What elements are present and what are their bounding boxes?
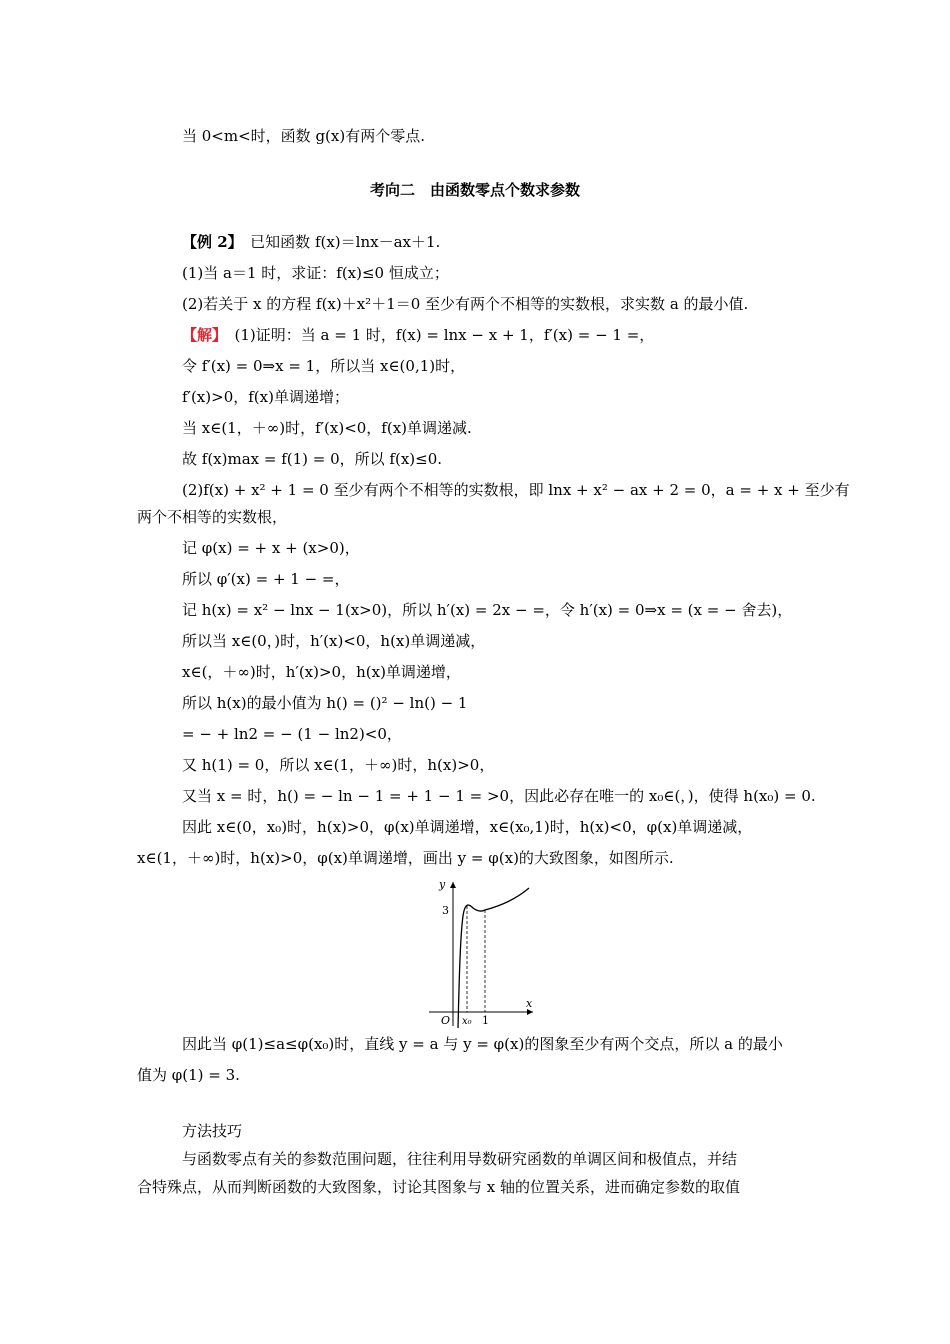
- origin-label: O: [441, 1014, 451, 1027]
- text-line: 记 φ(x) = + x + (x>0)，: [182, 539, 360, 557]
- text-line: 又当 x = 时，h() = − ln − 1 = + 1 − 1 = >0，因此必存在唯一的 x₀∈(，)，使得 h(x₀) = 0.: [182, 787, 816, 805]
- text-line: 记 h(x) = x² − lnx − 1(x>0)，所以 h′(x) = 2x − =，令 h′(x) = 0⇒x = (x = − 舍去)，: [182, 601, 793, 619]
- method-heading: 方法技巧: [182, 1122, 243, 1140]
- text-line: 当 0<m<时，函数 g(x)有两个零点.: [182, 127, 425, 145]
- section-title: 考向二 由函数零点个数求参数: [369, 181, 580, 199]
- text-line: f′(x)>0，f(x)单调递增；: [182, 388, 349, 406]
- text-line: x∈(1，＋∞)时，h(x)>0，φ(x)单调递增，画出 y = φ(x)的大致图象，如图所示.: [137, 849, 674, 867]
- text-line: 当 x∈(1，＋∞)时，f′(x)<0，f(x)单调递减.: [182, 419, 472, 437]
- solution-tag: 【解】: [182, 326, 220, 344]
- text-line: 所以当 x∈(0，)时，h′(x)<0，h(x)单调递减，: [182, 632, 486, 650]
- y-axis-label: y: [439, 878, 446, 891]
- example-line: [182, 232, 440, 252]
- text-line: 令 f′(x) = 0⇒x = 1，所以当 x∈(0,1)时，: [182, 357, 466, 375]
- text-line: 因此当 φ(1)≤a≤φ(x₀)时，直线 y = a 与 y = φ(x)的图象至少有两个交点，所以 a 的最小: [182, 1035, 783, 1053]
- solution-text: (1)证明：当 a = 1 时，f(x) = lnx − x + 1，f′(x) = − 1 =，: [219, 326, 655, 344]
- text-line: 值为 φ(1) = 3.: [137, 1066, 240, 1084]
- x0-label: x₀: [462, 1016, 472, 1027]
- text-line: 又 h(1) = 0，所以 x∈(1，＋∞)时，h(x)>0，: [182, 756, 495, 774]
- text-line: 所以 φ′(x) = + 1 − =，: [182, 570, 350, 588]
- function-graph: [425, 878, 535, 1028]
- text-line: 故 f(x)max = f(1) = 0，所以 f(x)≤0.: [182, 450, 443, 468]
- text-line: 因此 x∈(0，x₀)时，h(x)>0，φ(x)单调递增，x∈(x₀,1)时，h(x)<0，φ(x)单调递减，: [182, 818, 753, 836]
- text-line: (2)f(x) + x² + 1 = 0 至少有两个不相等的实数根，即 lnx + x² − ax + 2 = 0，a = + x + 至少有: [182, 481, 850, 499]
- x1-label: 1: [482, 1014, 489, 1027]
- y-tick-label: 3: [442, 904, 449, 917]
- example-text: 已知函数 f(x)＝lnx－ax＋1.: [235, 233, 441, 251]
- example-tag: 【例 2】: [182, 233, 236, 251]
- question-1: (1)当 a＝1 时，求证：f(x)≤0 恒成立；: [182, 264, 449, 282]
- text-line: 两个不相等的实数根，: [137, 508, 288, 526]
- question-2: (2)若关于 x 的方程 f(x)＋x²＋1＝0 至少有两个不相等的实数根，求实数 a 的最小值.: [182, 295, 749, 313]
- text-line: 所以 h(x)的最小值为 h() = ()² − ln() − 1: [182, 694, 468, 712]
- method-text: 合特殊点，从而判断函数的大致图象，讨论其图象与 x 轴的位置关系，进而确定参数的取值: [137, 1178, 740, 1196]
- solution-line: [182, 325, 654, 345]
- text-line: = − + ln2 = − (1 − ln2)<0，: [182, 725, 402, 743]
- method-text: 与函数零点有关的参数范围问题，往往利用导数研究函数的单调区间和极值点，并结: [182, 1150, 738, 1168]
- text-line: x∈(，＋∞)时，h′(x)>0，h(x)单调递增，: [182, 663, 461, 681]
- x-axis-label: x: [526, 997, 533, 1010]
